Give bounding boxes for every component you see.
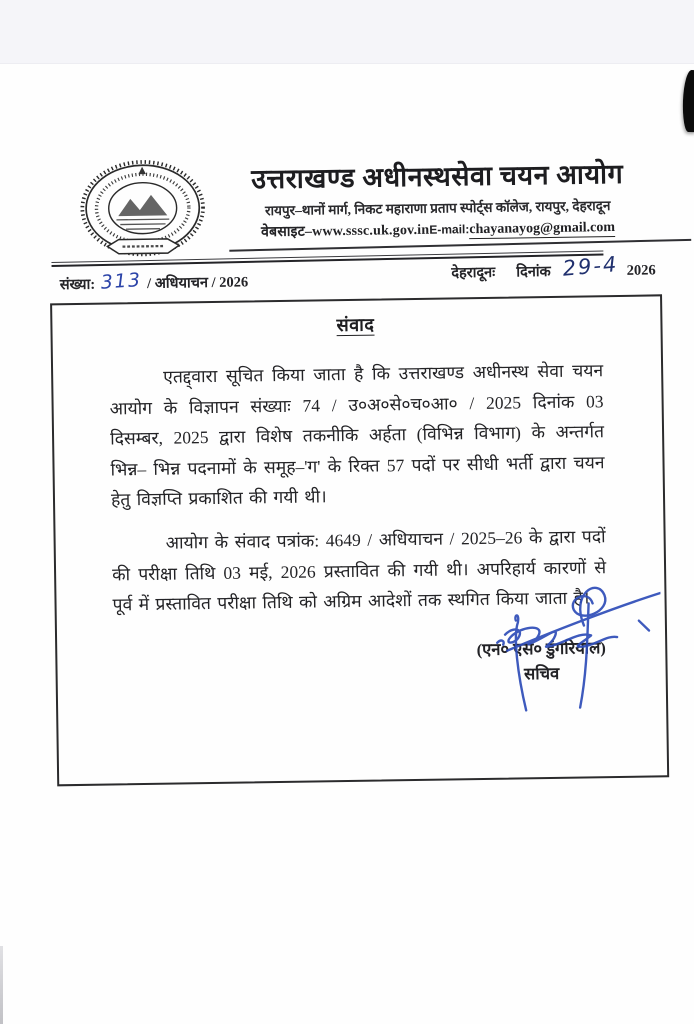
website-text: वेबसाइट–www.sssc.uk.gov.in <box>261 222 430 241</box>
letter-title-text: संवाद <box>336 314 375 336</box>
signature-block <box>420 572 662 746</box>
signatory-name: (एन० एस० डुंगरियाल) <box>476 638 606 660</box>
letterhead <box>231 154 644 242</box>
letter-title <box>108 309 602 340</box>
place-label: देहरादूनः <box>451 264 496 282</box>
commission-seal-logo <box>76 158 210 264</box>
reference-number-label: संख्या: <box>59 276 96 294</box>
letter-paragraph-2: आयोग के संवाद पत्रांक: 4649 / अधियाचन / 2025–26 के द्वारा पदों की परीक्षा तिथि 03 मई, 2026 प्रस्तावित की गयी थी। अपरिहार्य कारणों से पूर्व में प्रस्तावित परीक्षा तिथि को अग्रिम आदेशों तक स्थगित किया जाता है। <box>111 526 607 615</box>
reference-number <box>60 269 249 294</box>
place-and-date <box>451 252 656 282</box>
email-address: chayanayog@gmail.com <box>469 220 616 238</box>
signatory-designation: सचिव <box>523 663 560 684</box>
letter-body-frame <box>50 294 669 786</box>
letterhead-rule-thin <box>229 239 691 252</box>
email-label: E-mail: <box>429 222 470 237</box>
org-address: रायपुर–थानों मार्ग, निकट महाराणा प्रताप स्पोर्ट्स कॉलेज, रायपुर, देहरादून <box>264 198 611 219</box>
date-handwritten: 29-4 <box>561 252 619 281</box>
scan-edge-line <box>0 946 3 1024</box>
date-year: 2026 <box>626 262 656 279</box>
org-name: उत्तराखण्ड अधीनस्थसेवा चयन आयोग <box>251 158 624 195</box>
reference-number-handwritten: 313 <box>99 268 143 294</box>
letter-paragraph-1: एतद्द्वारा सूचित किया जाता है कि उत्तराखण्ड अधीनस्थ सेवा चयन आयोग के विज्ञापन संख्याः 74 / उ०अ०से०च०आ० / 2025 दिनांक 03 दिसम्बर, 2025 द्वारा विशेष तकनीकि अर्हता (विभिन्न विभाग) के अन्तर्गत भिन्न– भिन्न पदनामों के समूह–'ग' के रिक्त 57 पदों पर सीधी भर्ती द्वारा चयन हेतु विज्ञप्ति प्रकाशित की गयी थी। <box>109 360 605 510</box>
website-email-line <box>232 217 644 242</box>
reference-number-suffix: / अधियाचन / 2026 <box>146 274 249 292</box>
date-label: दिनांक <box>516 263 551 281</box>
